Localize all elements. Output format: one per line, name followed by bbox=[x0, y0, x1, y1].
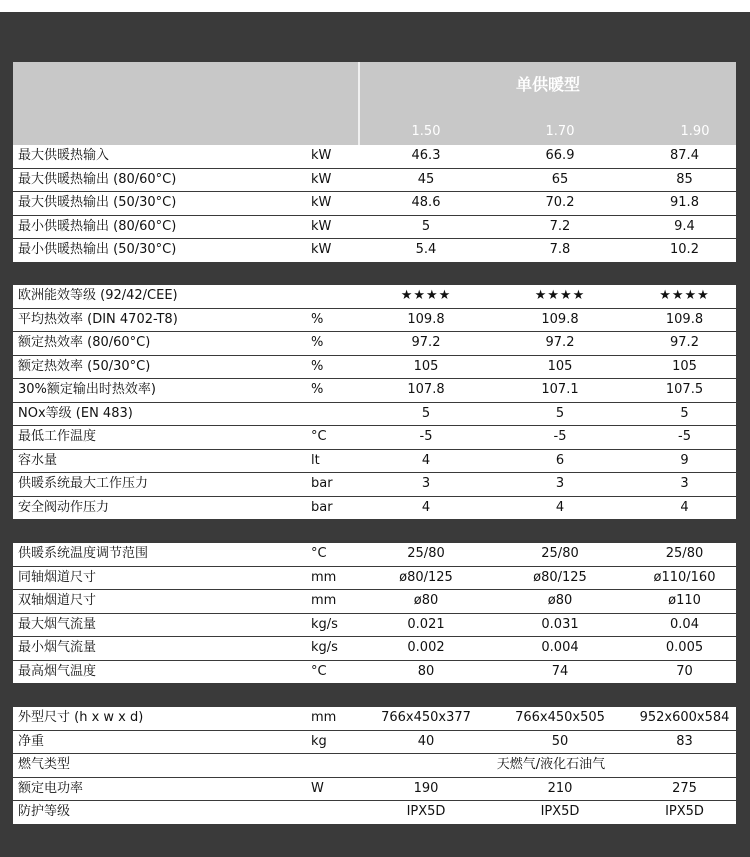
spec-value-1-50: 0.002 bbox=[407, 640, 445, 655]
spec-value-1-50: 46.3 bbox=[411, 148, 441, 163]
spec-value-1-90: ø110 bbox=[668, 593, 701, 608]
spec-value-1-90: 85 bbox=[676, 171, 693, 187]
spec-label: 双轴烟道尺寸 bbox=[18, 593, 97, 608]
spec-label: 平均热效率 (DIN 4702-T8) bbox=[18, 311, 178, 327]
spec-unit: bar bbox=[311, 476, 333, 491]
spec-unit: % bbox=[311, 382, 324, 397]
spec-label: 最大供暖热输出 (50/30°C) bbox=[18, 195, 177, 210]
spec-unit: kW bbox=[311, 218, 332, 234]
spec-value-1-50: 4 bbox=[421, 499, 431, 515]
spec-value-1-50: -5 bbox=[419, 429, 433, 444]
spec-label: 额定电功率 bbox=[18, 780, 84, 796]
spec-value-1-50: 5 bbox=[421, 218, 431, 234]
spec-value-1-90: 952x600x584 bbox=[639, 710, 730, 725]
spec-value-1-70: 6 bbox=[555, 452, 565, 468]
spec-value-1-70: 50 bbox=[551, 733, 569, 749]
spec-value-1-90: 83 bbox=[676, 733, 693, 749]
spec-label: 最小烟气流量 bbox=[18, 640, 97, 655]
spec-row bbox=[13, 637, 736, 660]
spec-value-1-70: 70.2 bbox=[545, 195, 575, 210]
spec-value-1-90: 97.2 bbox=[670, 335, 699, 350]
spec-unit: kW bbox=[311, 195, 332, 210]
spec-value-1-90: 275 bbox=[672, 780, 697, 796]
spec-row bbox=[13, 731, 736, 754]
spec-value-1-70: 766x450x505 bbox=[515, 710, 605, 725]
spec-label: 最高烟气温度 bbox=[18, 663, 97, 679]
spec-unit: °C bbox=[311, 546, 327, 561]
spec-value-1-90: 109.8 bbox=[665, 311, 704, 327]
spec-label: 额定热效率 (80/60°C) bbox=[18, 335, 151, 350]
spec-row bbox=[13, 169, 736, 192]
spec-value-1-70: 3 bbox=[555, 476, 565, 491]
spec-unit: % bbox=[311, 358, 324, 374]
spec-value-1-70: 107.1 bbox=[541, 382, 579, 397]
spec-row bbox=[13, 356, 736, 379]
spec-value-1-50: 80 bbox=[417, 663, 435, 679]
spec-value-1-70: ø80 bbox=[547, 593, 573, 608]
spec-unit: mm bbox=[311, 710, 337, 725]
spec-value-1-90: 5 bbox=[680, 405, 689, 421]
spec-row bbox=[13, 285, 736, 308]
spec-row bbox=[13, 450, 736, 473]
spec-value-1-50: 48.6 bbox=[411, 195, 441, 210]
spec-value-1-50: 190 bbox=[413, 780, 439, 796]
spec-label: 最大烟气流量 bbox=[18, 616, 97, 632]
spec-label: 额定热效率 (50/30°C) bbox=[18, 358, 151, 374]
spec-label: 最小供暖热输出 (50/30°C) bbox=[18, 242, 177, 257]
spec-row bbox=[13, 309, 736, 332]
spec-label: 防护等级 bbox=[18, 804, 71, 819]
spec-value-1-90: 4 bbox=[680, 499, 689, 515]
spec-unit: kW bbox=[311, 148, 332, 163]
spec-block-general bbox=[13, 707, 736, 825]
spec-unit: °C bbox=[311, 663, 327, 679]
spec-value-1-50: 45 bbox=[417, 171, 435, 187]
spec-value-1-50: 97.2 bbox=[411, 335, 441, 350]
spec-value-1-70: IPX5D bbox=[540, 804, 580, 819]
spec-value-1-70: 25/80 bbox=[541, 546, 579, 561]
spec-value-1-50: 109.8 bbox=[407, 311, 445, 327]
spec-value-1-90: 70 bbox=[676, 663, 693, 679]
spec-unit: mm bbox=[311, 569, 337, 585]
spec-row bbox=[13, 426, 736, 449]
spec-value-1-90: 107.5 bbox=[665, 382, 704, 397]
spec-value-1-70: 210 bbox=[547, 780, 573, 796]
spec-value-1-70: 7.8 bbox=[549, 242, 571, 257]
spec-row bbox=[13, 239, 736, 262]
rating-stars: ★★★★ bbox=[534, 288, 586, 303]
spec-value-1-90: 9 bbox=[680, 452, 689, 468]
spec-value-1-50: 105 bbox=[413, 358, 439, 374]
spec-block-efficiency bbox=[13, 285, 736, 520]
spec-label: 净重 bbox=[18, 733, 45, 749]
spec-value-1-50: 5 bbox=[421, 405, 431, 421]
spec-row bbox=[13, 590, 736, 613]
spec-row bbox=[13, 145, 736, 168]
spec-value-1-70: 97.2 bbox=[545, 335, 575, 350]
spec-row bbox=[13, 543, 736, 566]
spec-row bbox=[13, 216, 736, 239]
spec-unit: kW bbox=[311, 171, 332, 187]
spec-value-1-70: 0.031 bbox=[541, 616, 579, 632]
spec-value-1-90: 9.4 bbox=[674, 218, 695, 234]
spec-value-1-90: 10.2 bbox=[670, 242, 699, 257]
spec-value-1-90: 87.4 bbox=[670, 148, 699, 163]
spec-row bbox=[13, 661, 736, 684]
spec-label: 同轴烟道尺寸 bbox=[18, 569, 97, 585]
spec-label: 最小供暖热输出 (80/60°C) bbox=[18, 218, 177, 234]
spec-unit: % bbox=[311, 311, 324, 327]
spec-value-1-70: 7.2 bbox=[549, 218, 571, 234]
spec-unit: mm bbox=[311, 593, 337, 608]
spec-label: NOx等级 (EN 483) bbox=[18, 405, 133, 421]
spec-row bbox=[13, 192, 736, 215]
spec-value-1-50: 4 bbox=[421, 452, 431, 468]
spec-value-1-90: 105 bbox=[672, 358, 697, 374]
spec-value-1-50: IPX5D bbox=[406, 804, 446, 819]
spec-value-1-70: 4 bbox=[555, 499, 565, 515]
spec-unit: kg/s bbox=[311, 640, 338, 655]
spec-label: 供暖系统温度调节范围 bbox=[18, 546, 149, 561]
spec-label: 最低工作温度 bbox=[18, 429, 97, 444]
spec-value-1-70: 5 bbox=[555, 405, 565, 421]
spec-value-1-70: 109.8 bbox=[541, 311, 579, 327]
spec-row bbox=[13, 778, 736, 801]
spec-row bbox=[13, 801, 736, 824]
spec-row bbox=[13, 754, 736, 777]
spec-value-1-70: 65 bbox=[551, 171, 569, 187]
spec-value-1-50: 3 bbox=[421, 476, 431, 491]
spec-value-1-50: 0.021 bbox=[407, 616, 445, 632]
spec-unit: kW bbox=[311, 242, 332, 257]
spec-block-heat-output bbox=[13, 145, 736, 263]
spec-value-1-90: 25/80 bbox=[665, 546, 704, 561]
spec-value-1-70: -5 bbox=[553, 429, 567, 444]
spec-label: 最大供暖热输入 bbox=[18, 148, 110, 163]
spec-block-flue bbox=[13, 543, 736, 684]
spec-value-1-50: 5.4 bbox=[415, 242, 437, 257]
spec-value-1-70: 0.004 bbox=[541, 640, 579, 655]
spec-value-1-70: 66.9 bbox=[545, 148, 575, 163]
spec-value-1-50: ø80 bbox=[413, 593, 439, 608]
spec-value-1-90: -5 bbox=[678, 429, 691, 444]
spec-row bbox=[13, 614, 736, 637]
spec-row bbox=[13, 403, 736, 426]
spec-value-1-50: 40 bbox=[417, 733, 435, 749]
rating-stars: ★★★★ bbox=[400, 288, 452, 303]
spec-label: 外型尺寸 (h x w x d) bbox=[18, 710, 144, 725]
spec-value-1-90: 3 bbox=[680, 476, 689, 491]
header-title: 单供暖型 bbox=[515, 75, 580, 94]
spec-value-1-70: 105 bbox=[547, 358, 573, 374]
spec-row bbox=[13, 707, 736, 730]
spec-label: 容水量 bbox=[18, 452, 58, 468]
spec-value-1-50: 25/80 bbox=[407, 546, 445, 561]
spec-label: 30%额定输出时热效率) bbox=[18, 382, 156, 397]
spec-unit: °C bbox=[311, 429, 327, 444]
spec-row bbox=[13, 497, 736, 520]
spec-unit: % bbox=[311, 335, 324, 350]
spec-unit: kg/s bbox=[311, 616, 338, 632]
model-1-70: 1.70 bbox=[545, 124, 575, 139]
spec-label: 最大供暖热输出 (80/60°C) bbox=[18, 171, 177, 187]
spec-value-1-70: 74 bbox=[551, 663, 569, 679]
spec-label: 安全阀动作压力 bbox=[18, 499, 110, 515]
spec-unit: W bbox=[311, 780, 324, 796]
spec-row bbox=[13, 473, 736, 496]
table-header bbox=[13, 62, 736, 146]
spec-unit: lt bbox=[311, 452, 320, 468]
spec-value-1-50: 107.8 bbox=[407, 382, 445, 397]
model-1-90: 1.90 bbox=[680, 124, 710, 139]
spec-value-1-70: ø80/125 bbox=[533, 569, 587, 585]
spec-row bbox=[13, 567, 736, 590]
spec-value-1-90: ø110/160 bbox=[653, 569, 716, 585]
rating-stars: ★★★★ bbox=[659, 288, 710, 303]
spec-value-1-90: 0.04 bbox=[670, 616, 699, 632]
spec-value-1-90: 0.005 bbox=[665, 640, 704, 655]
spec-label: 欧洲能效等级 (92/42/CEE) bbox=[18, 288, 178, 303]
model-1-50: 1.50 bbox=[411, 124, 441, 139]
spec-value-1-90: IPX5D bbox=[665, 804, 704, 819]
spec-value-1-50: ø80/125 bbox=[399, 569, 453, 585]
spec-row bbox=[13, 332, 736, 355]
spec-value-all-models: 天燃气/液化石油气 bbox=[496, 757, 606, 772]
spec-unit: kg bbox=[311, 733, 327, 749]
spec-label: 供暖系统最大工作压力 bbox=[18, 476, 149, 491]
spec-value-1-90: 91.8 bbox=[670, 195, 699, 210]
spec-unit: bar bbox=[311, 499, 333, 515]
spec-row bbox=[13, 379, 736, 402]
header-blank-cell bbox=[13, 62, 358, 146]
spec-label: 燃气类型 bbox=[18, 757, 71, 772]
spec-value-1-50: 766x450x377 bbox=[381, 710, 471, 725]
